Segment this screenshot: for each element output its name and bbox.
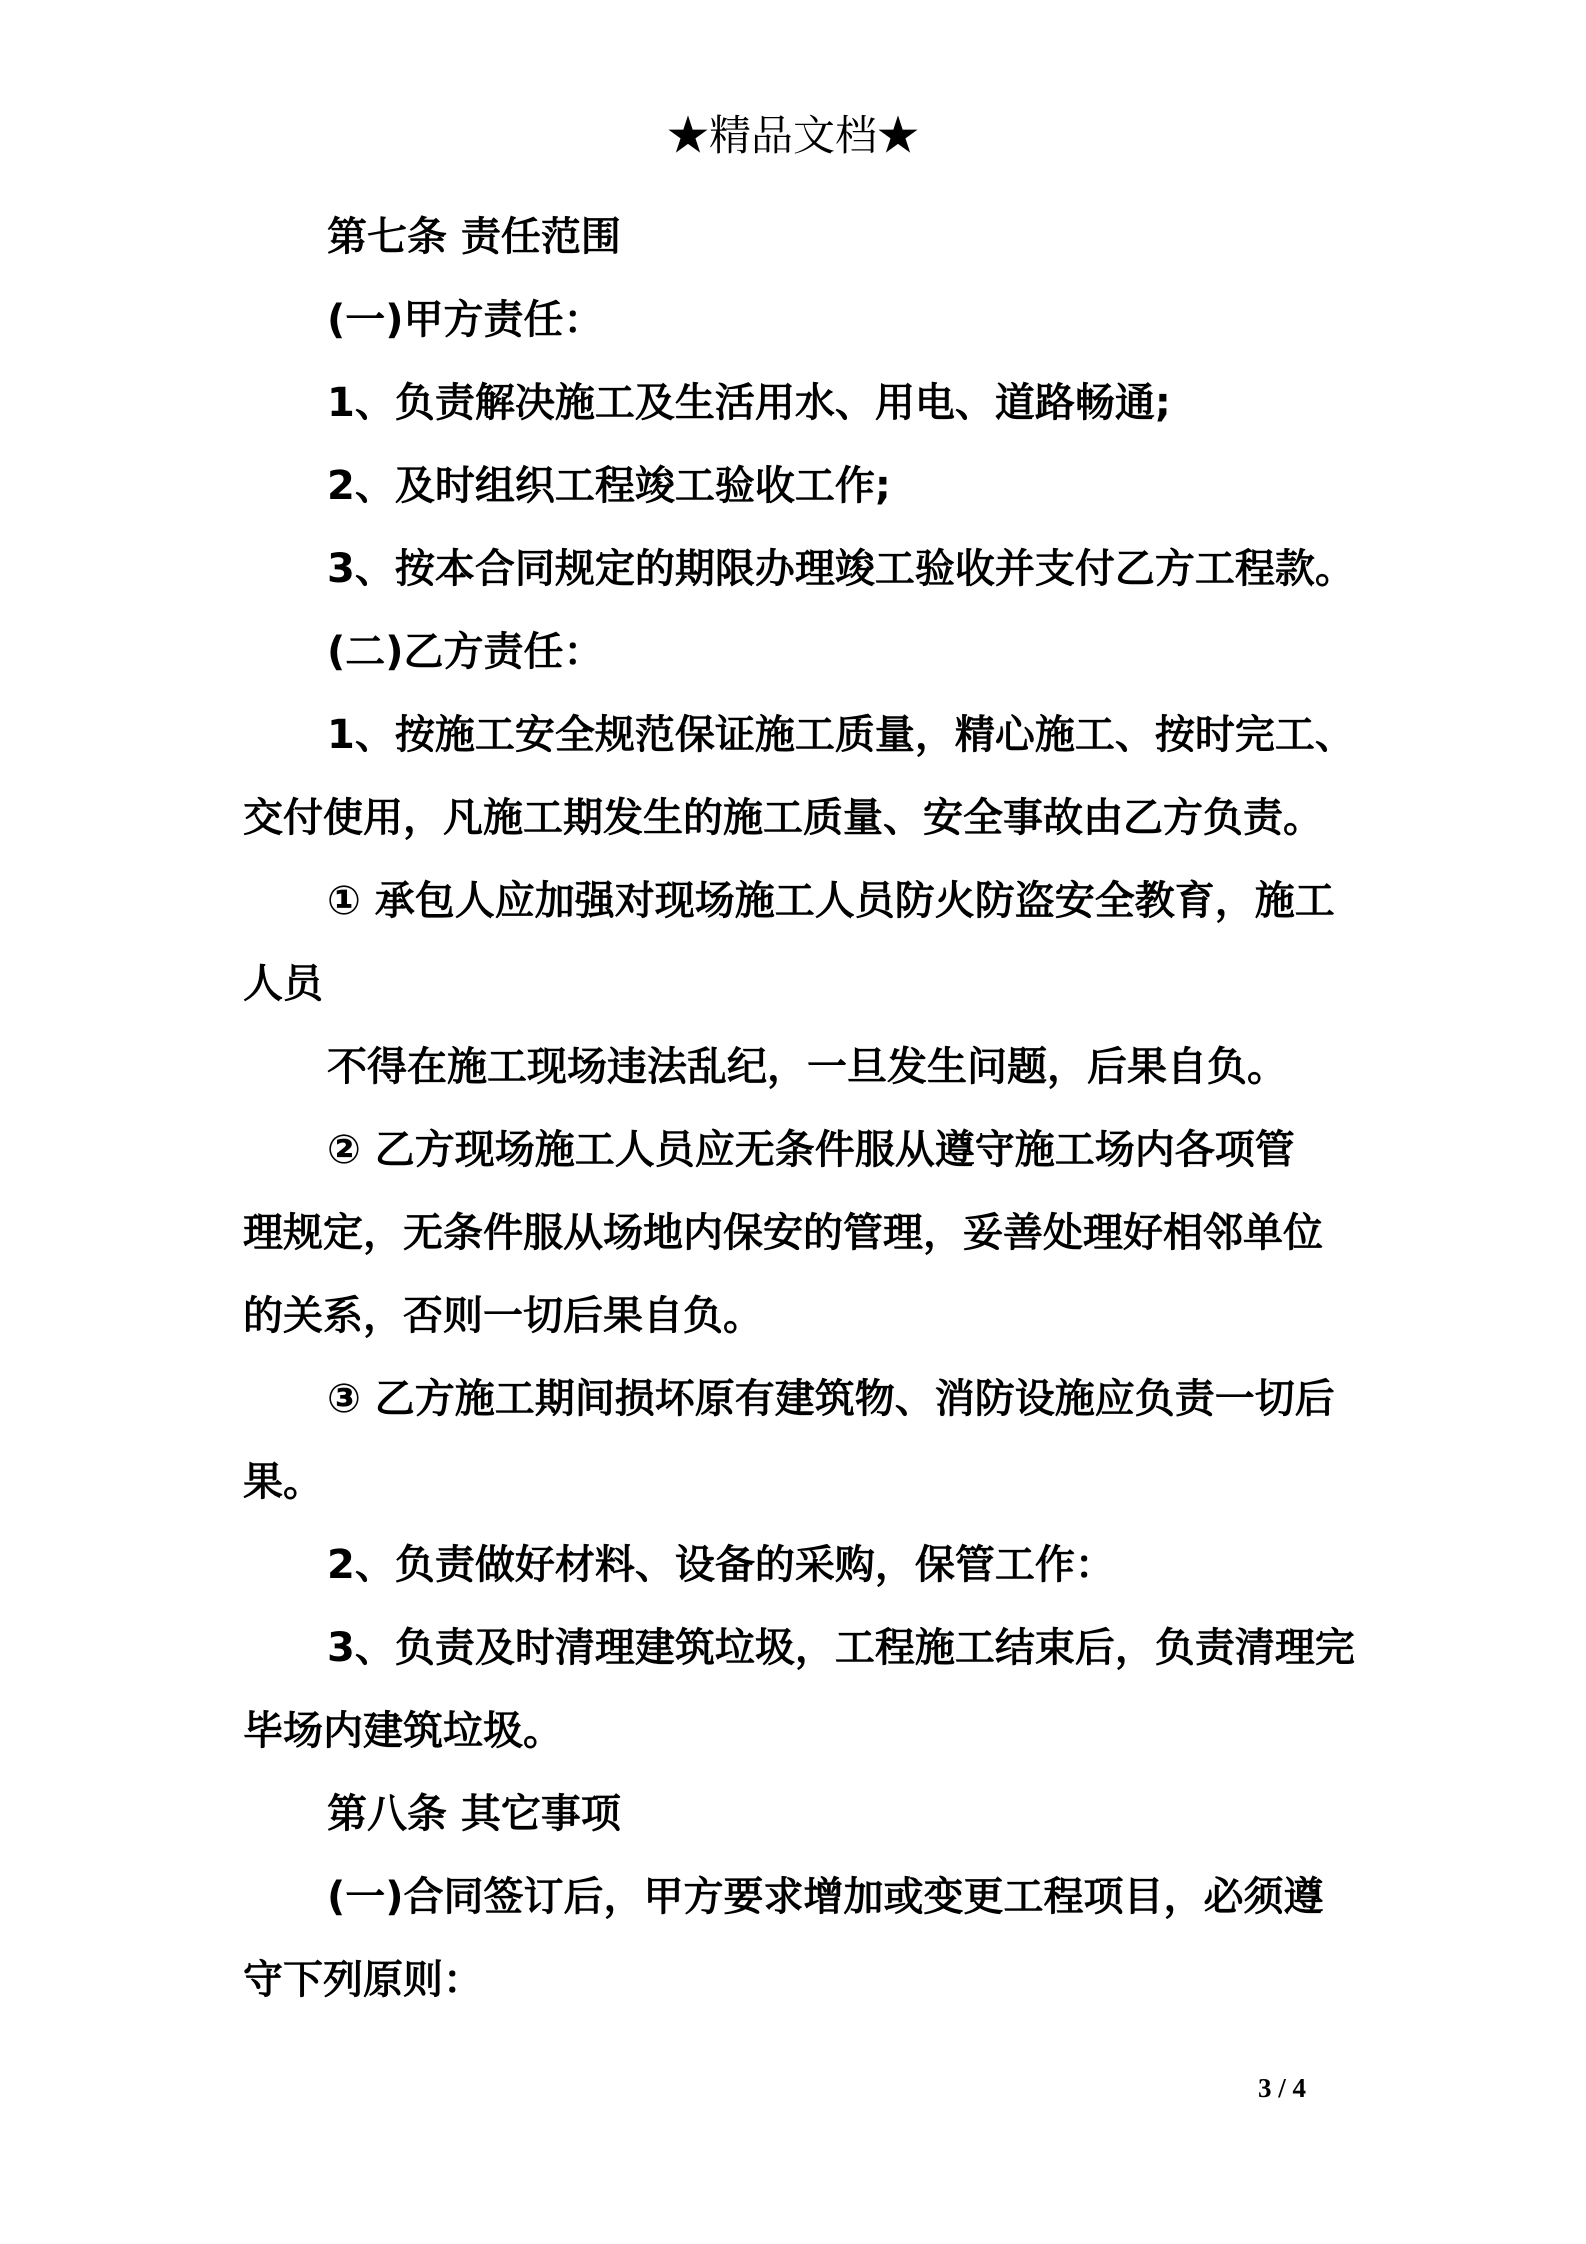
body-line: 交付使用，凡施工期发生的施工质量、安全事故由乙方负责。 — [243, 795, 1323, 841]
body-line: 1、负责解决施工及生活用水、用电、道路畅通; — [327, 380, 1171, 426]
body-line: 果。 — [243, 1459, 323, 1505]
body-line: 毕场内建筑垃圾。 — [243, 1708, 563, 1754]
party-b-heading: (二)乙方责任： — [327, 629, 604, 675]
body-line: 不得在施工现场违法乱纪，一旦发生问题，后果自负。 — [327, 1044, 1287, 1090]
document-header: ★精品文档★ — [666, 111, 919, 160]
article-7-heading: 第七条 责任范围 — [327, 214, 621, 260]
body-line: ② 乙方现场施工人员应无条件服从遵守施工场内各项管 — [327, 1127, 1295, 1173]
body-line: 3、按本合同规定的期限办理竣工验收并支付乙方工程款。 — [327, 546, 1355, 592]
body-line: 理规定，无条件服从场地内保安的管理，妥善处理好相邻单位 — [243, 1210, 1323, 1256]
body-line: 的关系，否则一切后果自负。 — [243, 1293, 763, 1339]
article-8-heading: 第八条 其它事项 — [327, 1791, 621, 1837]
body-line: 2、负责做好材料、设备的采购，保管工作： — [327, 1542, 1115, 1588]
page-number: 3 / 4 — [1258, 2073, 1307, 2103]
document-body — [243, 196, 1363, 2022]
body-line: 3、负责及时清理建筑垃圾，工程施工结束后，负责清理完 — [327, 1625, 1355, 1671]
body-line: 人员 — [243, 961, 323, 1007]
body-line: ① 承包人应加强对现场施工人员防火防盗安全教育，施工 — [327, 878, 1335, 924]
body-line: 1、按施工安全规范保证施工质量，精心施工、按时完工、 — [327, 712, 1355, 758]
body-line: ③ 乙方施工期间损坏原有建筑物、消防设施应负责一切后 — [327, 1376, 1335, 1422]
body-line: 2、及时组织工程竣工验收工作; — [327, 463, 891, 509]
body-line: 守下列原则： — [243, 1957, 483, 2003]
body-line: (一)合同签订后，甲方要求增加或变更工程项目，必须遵 — [327, 1874, 1324, 1920]
party-a-heading: (一)甲方责任： — [327, 297, 604, 343]
